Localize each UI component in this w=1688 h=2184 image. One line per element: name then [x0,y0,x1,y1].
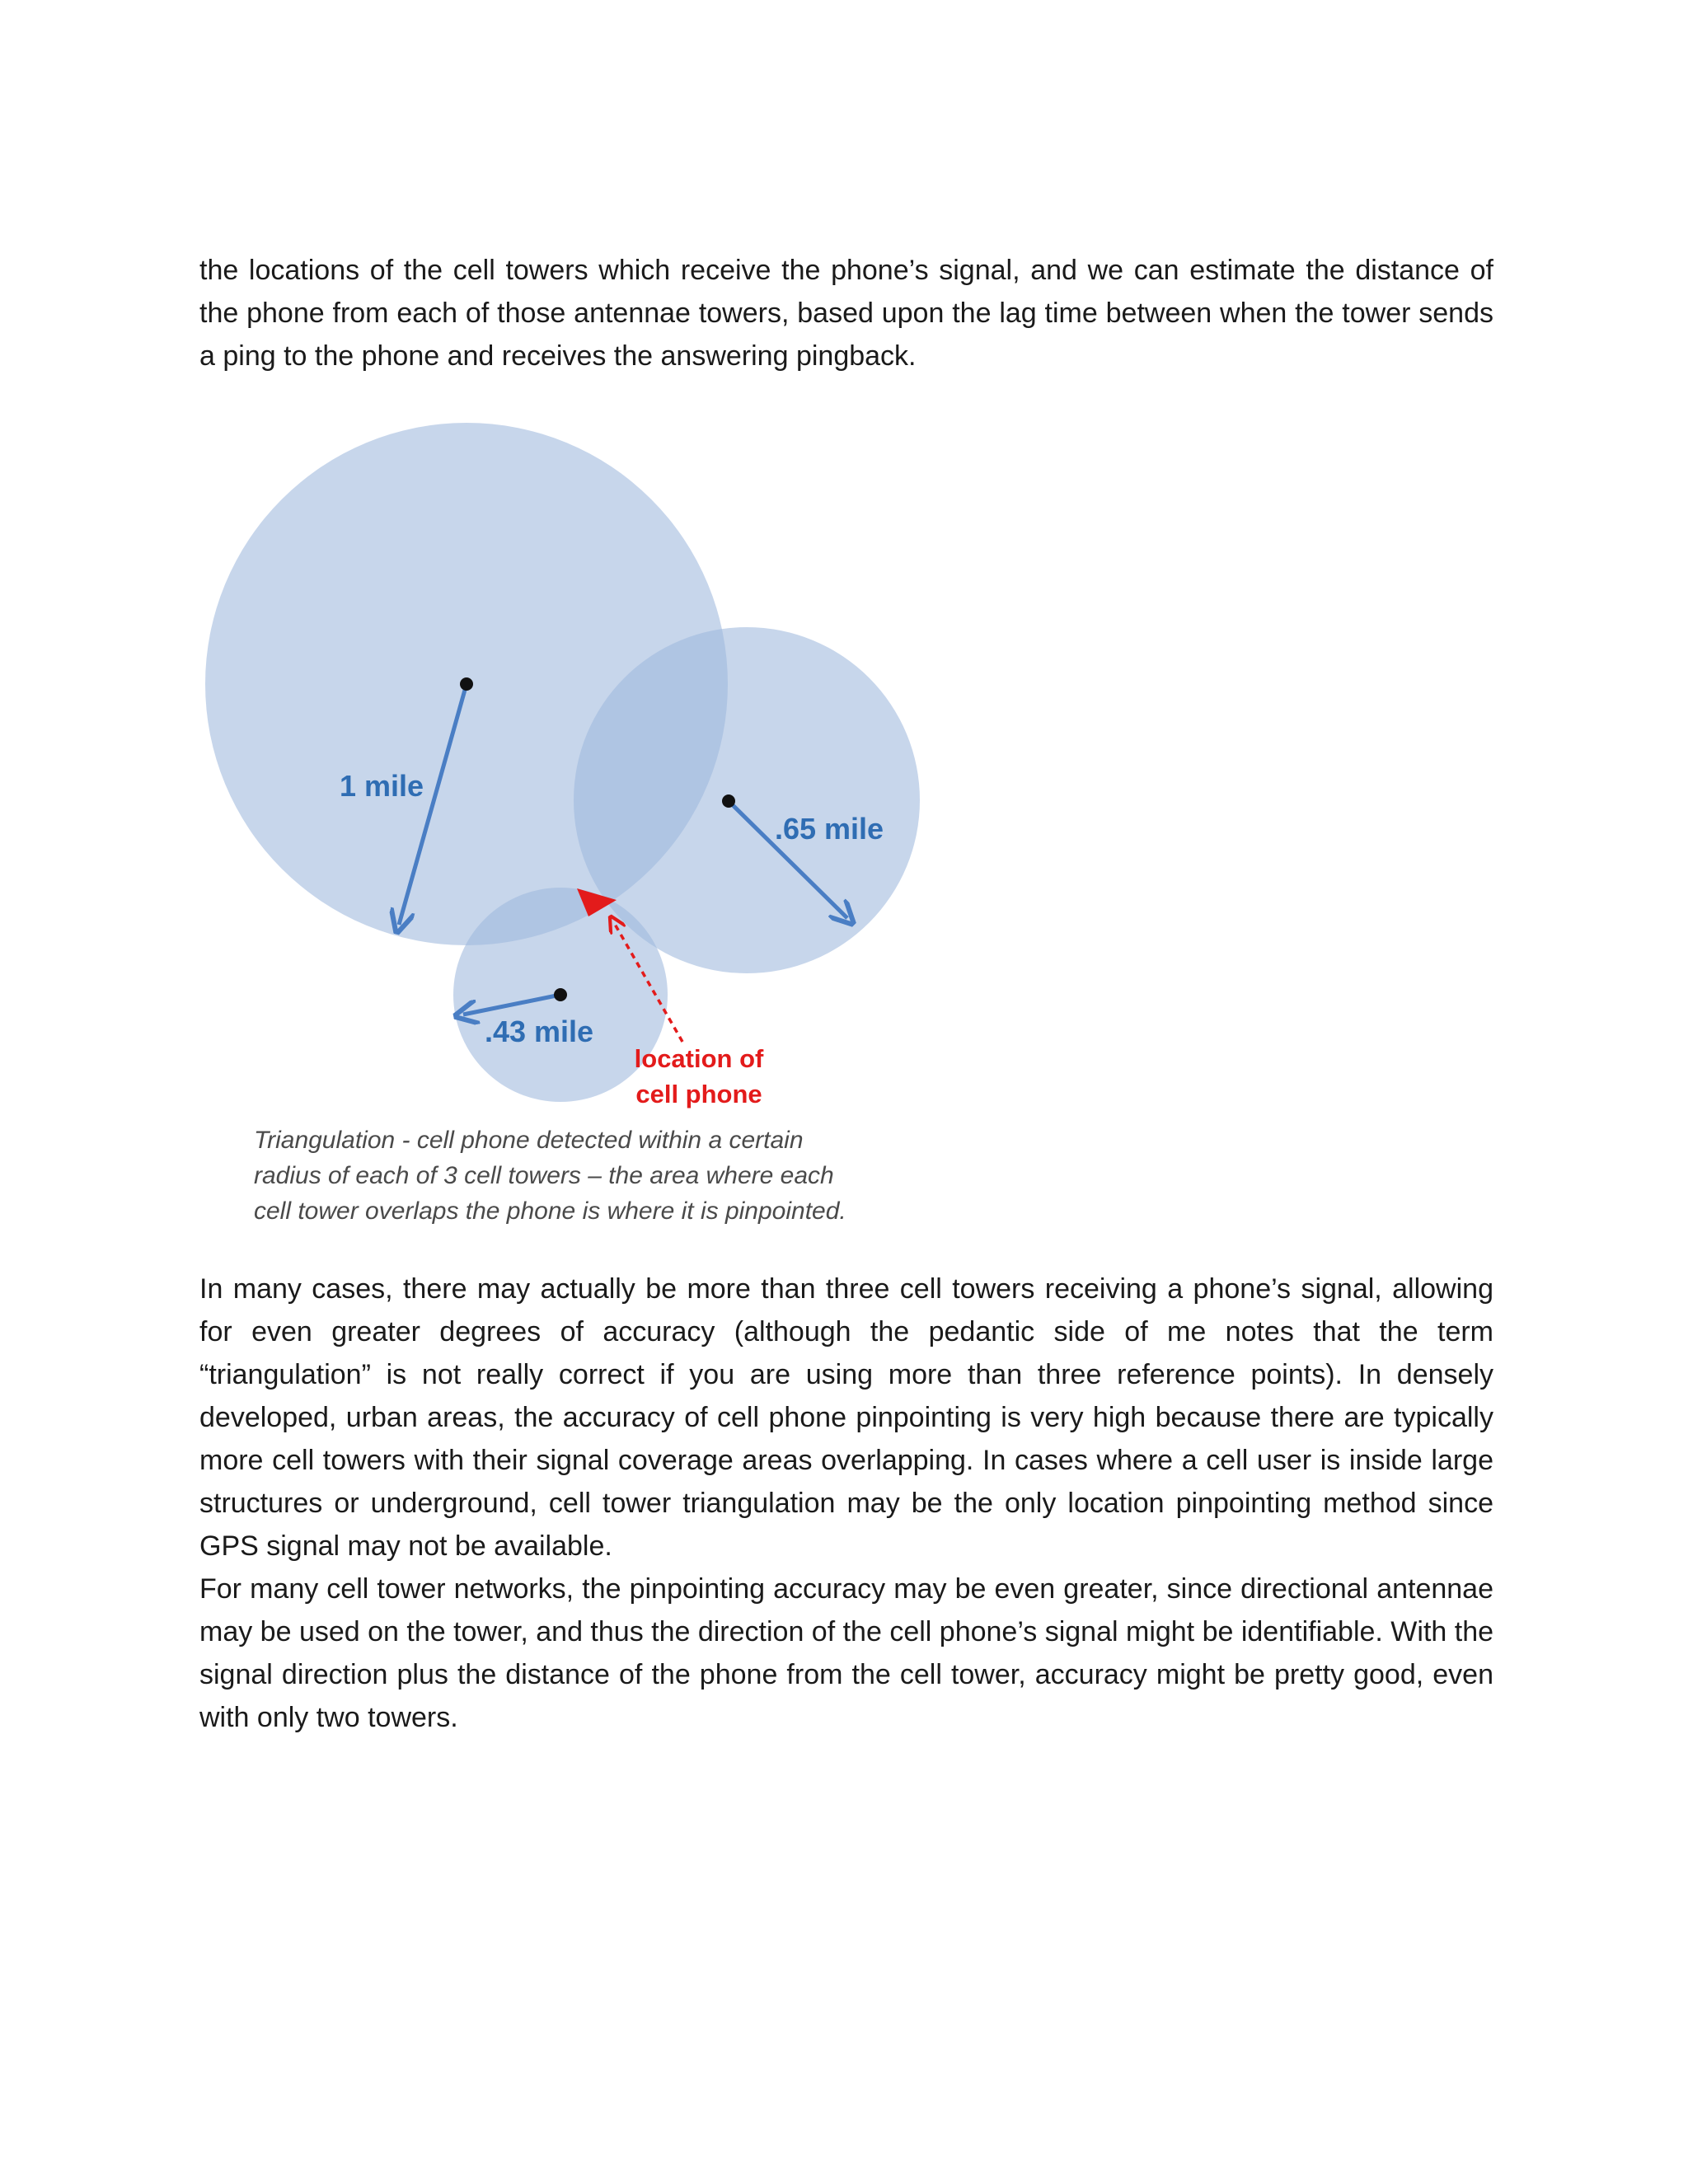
figure-caption [254,1122,930,1229]
paragraph-intro: the locations of the cell towers which receive the phone’s signal, and we can estimate the distance of the phone from each of those antennae towers, based upon the lag time between when the tower sends a ping to the phone and receives the answering pingback. [199,255,1493,372]
tower-3-dot [554,988,567,1001]
tower-1-radius-label: 1 mile [340,769,424,803]
tower-2-radius-label: .65 mile [775,812,884,846]
phone-location-label-line-1: location of [634,1044,764,1073]
caption-line: Triangulation - cell phone detected within a certain [254,1127,804,1154]
tower-1-dot [460,677,473,691]
triangulation-figure [190,412,931,1236]
triangulation-diagram [190,412,931,1121]
paragraph-directional: For many cell tower networks, the pinpointing accuracy may be even greater, since directional antennae may be used on the tower, and thus the direction of the cell phone’s signal might be identifiable. With the signal direction plus the distance of the phone from the cell tower, accuracy might be pretty good, even with only two towers. [199,1573,1494,1733]
phone-location-label-line-2: cell phone [635,1080,762,1108]
caption-line: cell tower overlaps the phone is where it is pinpointed. [254,1197,846,1225]
tower-3-radius-label: .43 mile [485,1015,594,1048]
paragraph-accuracy: In many cases, there may actually be more than three cell towers receiving a phone’s signal, allowing for even greater degrees of accuracy (although the pedantic side of me notes that the term “triangulation” is not really correct if you are using more than three reference points). In densely developed, urban areas, the accuracy of cell phone pinpointing is very high because there are typically more cell towers with their signal coverage areas overlapping. In cases where a cell user is inside large structures or underground, cell tower triangulation may be the only location pinpointing method since GPS signal may not be available. [199,1273,1493,1562]
tower-2-dot [722,794,735,808]
caption-line: radius of each of 3 cell towers – the area where each [254,1162,834,1189]
